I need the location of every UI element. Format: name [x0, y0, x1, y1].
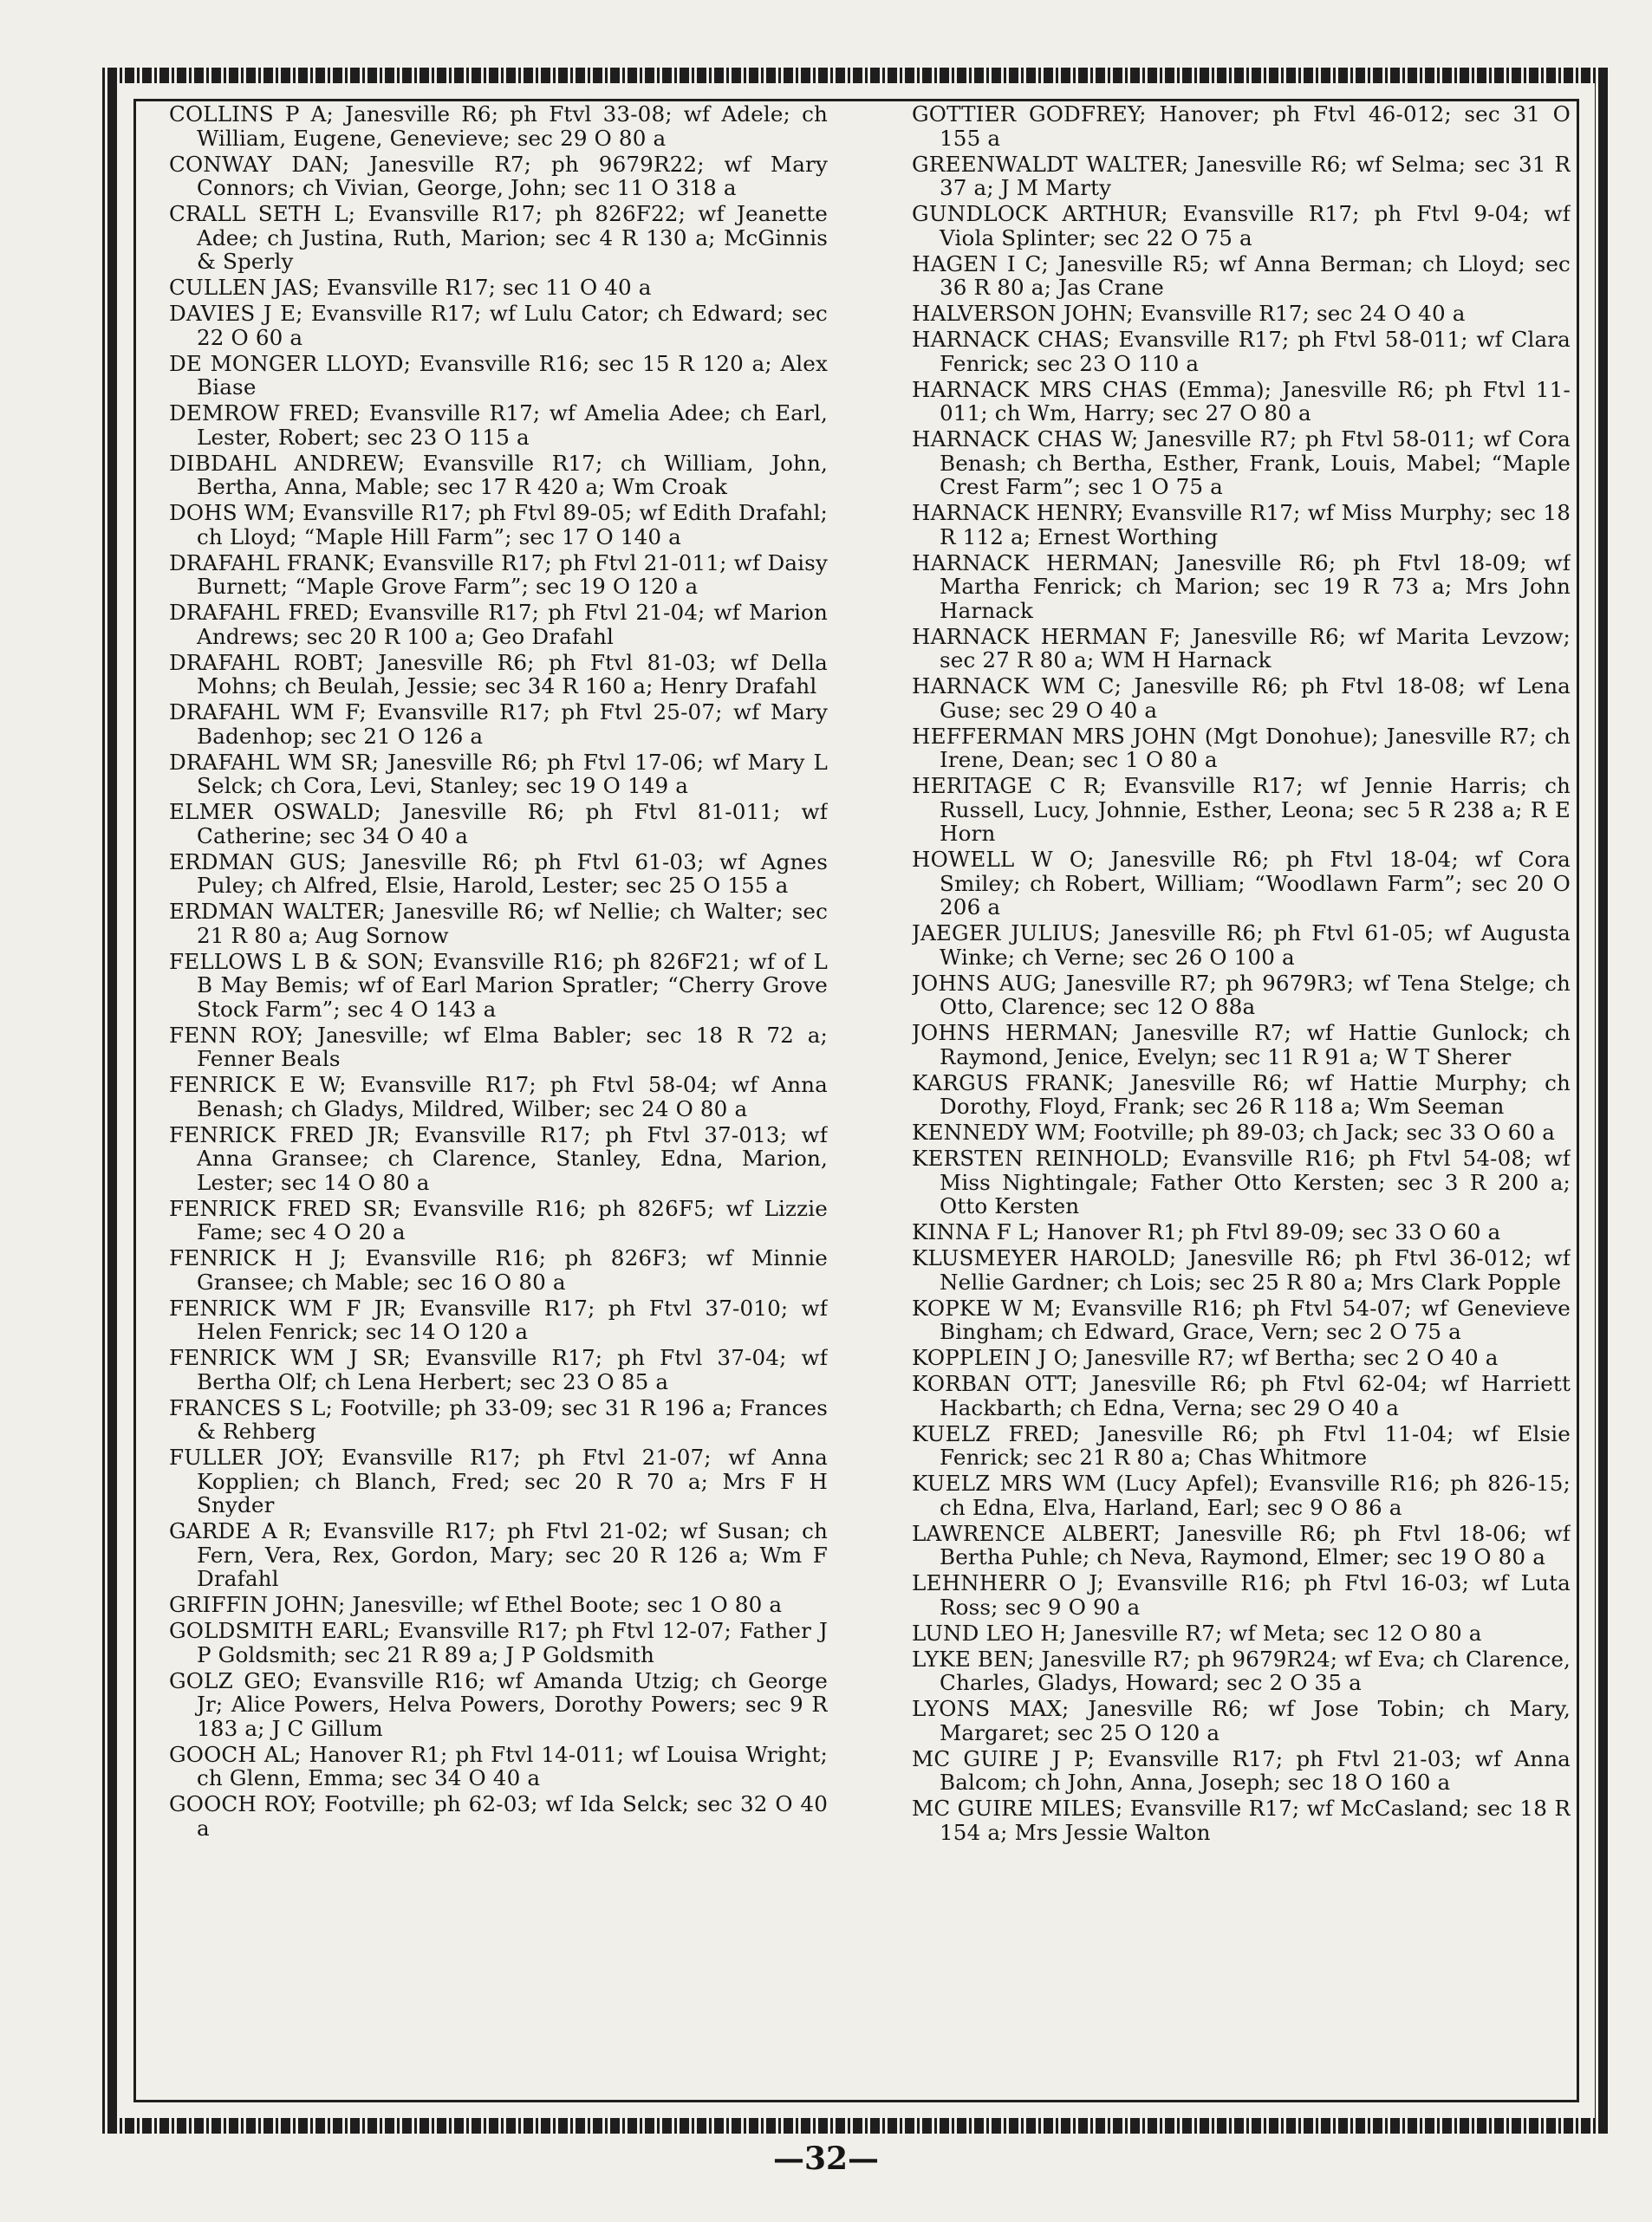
directory-entry: KERSTEN REINHOLD; Evansville R16; ph Ftvl 54-08; wf Miss Nightingale; Father Otto Kersten; sec 3 R 200 a; Otto Kersten — [912, 1146, 1571, 1218]
directory-entry: JOHNS HERMAN; Janesville R7; wf Hattie Gunlock; ch Raymond, Jenice, Evelyn; sec 11 R 91 a; W T Sherer — [912, 1020, 1571, 1069]
directory-entry: DRAFAHL WM F; Evansville R17; ph Ftvl 25-07; wf Mary Badenhop; sec 21 O 126 a — [169, 699, 828, 749]
directory-entry: KUELZ FRED; Janesville R6; ph Ftvl 11-04; wf Elsie Fenrick; sec 21 R 80 a; Chas Whitmore — [912, 1420, 1571, 1470]
directory-entry: HARNACK HERMAN F; Janesville R6; wf Marita Levzow; sec 27 R 80 a; WM H Harnack — [912, 623, 1571, 672]
directory-entry: FENRICK FRED JR; Evansville R17; ph Ftvl 37-013; wf Anna Gransee; ch Clarence, Stanley, Edna, Marion, Lester; sec 14 O 80 a — [169, 1121, 828, 1195]
directory-entry: DEMROW FRED; Evansville R17; wf Amelia Adee; ch Earl, Lester, Robert; sec 23 O 115 a — [169, 400, 828, 450]
directory-entry: FENRICK WM J SR; Evansville R17; ph Ftvl 37-04; wf Bertha Olf; ch Lena Herbert; sec 23 O 85 a — [169, 1345, 828, 1394]
directory-entry: HOWELL W O; Janesville R6; ph Ftvl 18-04; wf Cora Smiley; ch Robert, William; “Woodlawn Farm”; sec 20 O 206 a — [912, 847, 1571, 919]
directory-entry: DRAFAHL WM SR; Janesville R6; ph Ftvl 17-06; wf Mary L Selck; ch Cora, Levi, Stanley; sec 19 O 149 a — [169, 749, 828, 798]
directory-entry: DAVIES J E; Evansville R17; wf Lulu Cator; ch Edward; sec 22 O 60 a — [169, 301, 828, 350]
directory-entry: FENRICK FRED SR; Evansville R16; ph 826F5; wf Lizzie Fame; sec 4 O 20 a — [169, 1195, 828, 1244]
directory-column-left — [169, 102, 828, 2069]
directory-entry: HARNACK WM C; Janesville R6; ph Ftvl 18-08; wf Lena Guse; sec 29 O 40 a — [912, 673, 1571, 723]
directory-entry: GUNDLOCK ARTHUR; Evansville R17; ph Ftvl 9-04; wf Viola Splinter; sec 22 O 75 a — [912, 201, 1571, 250]
directory-entry: HERITAGE C R; Evansville R17; wf Jennie Harris; ch Russell, Lucy, Johnnie, Esther, Leona; sec 5 R 238 a; R E Horn — [912, 773, 1571, 846]
directory-entry: CULLEN JAS; Evansville R17; sec 11 O 40 a — [169, 275, 652, 300]
directory-entry: GREENWALDT WALTER; Janesville R6; wf Selma; sec 31 R 37 a; J M Marty — [912, 151, 1571, 200]
directory-entry: DRAFAHL ROBT; Janesville R6; ph Ftvl 81-03; wf Della Mohns; ch Beulah, Jessie; sec 34 R 160 a; Henry Drafahl — [169, 649, 828, 698]
directory-entry: KOPPLEIN J O; Janesville R7; wf Bertha; sec 2 O 40 a — [912, 1345, 1499, 1370]
directory-entry: LYKE BEN; Janesville R7; ph 9679R24; wf Eva; ch Clarence, Charles, Gladys, Howard; sec 2 O 35 a — [912, 1646, 1571, 1695]
directory-entry: KORBAN OTT; Janesville R6; ph Ftvl 62-04; wf Harriett Hackbarth; ch Edna, Verna; sec 29 O 40 a — [912, 1371, 1571, 1420]
directory-entry: KENNEDY WM; Footville; ph 89-03; ch Jack; sec 33 O 60 a — [912, 1120, 1556, 1145]
directory-entry: GOOCH ROY; Footville; ph 62-03; wf Ida Selck; sec 32 O 40 a — [169, 1791, 828, 1841]
directory-entry: KOPKE W M; Evansville R16; ph Ftvl 54-07; wf Genevieve Bingham; ch Edward, Grace, Vern; sec 2 O 75 a — [912, 1295, 1571, 1344]
directory-entry: HEFFERMAN MRS JOHN (Mgt Donohue); Janesville R7; ch Irene, Dean; sec 1 O 80 a — [912, 723, 1571, 772]
directory-column-right — [912, 102, 1571, 2069]
directory-entry: FENRICK H J; Evansville R16; ph 826F3; wf Minnie Gransee; ch Mable; sec 16 O 80 a — [169, 1245, 828, 1295]
directory-entry: KLUSMEYER HAROLD; Janesville R6; ph Ftvl 36-012; wf Nellie Gardner; ch Lois; sec 25 R 80 a; Mrs Clark Popple — [912, 1245, 1571, 1295]
directory-entry: FENRICK WM F JR; Evansville R17; ph Ftvl 37-010; wf Helen Fenrick; sec 14 O 120 a — [169, 1295, 828, 1344]
directory-entry: GRIFFIN JOHN; Janesville; wf Ethel Boote; sec 1 O 80 a — [169, 1592, 783, 1617]
directory-entry: JAEGER JULIUS; Janesville R6; ph Ftvl 61-05; wf Augusta Winke; ch Verne; sec 26 O 100 a — [912, 920, 1571, 970]
directory-entry: HAGEN I C; Janesville R5; wf Anna Berman; ch Lloyd; sec 36 R 80 a; Jas Crane — [912, 250, 1571, 300]
directory-entry: LAWRENCE ALBERT; Janesville R6; ph Ftvl 18-06; wf Bertha Puhle; ch Neva, Raymond, Elmer; sec 19 O 80 a — [912, 1520, 1571, 1569]
directory-entry: GOOCH AL; Hanover R1; ph Ftvl 14-011; wf Louisa Wright; ch Glenn, Emma; sec 34 O 40 a — [169, 1741, 828, 1790]
directory-entry: ERDMAN GUS; Janesville R6; ph Ftvl 61-03; wf Agnes Puley; ch Alfred, Elsie, Harold, Lester; sec 25 O 155 a — [169, 848, 828, 898]
directory-entry: DIBDAHL ANDREW; Evansville R17; ch William, John, Bertha, Anna, Mable; sec 17 R 420 a; Wm Croak — [169, 450, 828, 499]
directory-entry: FENRICK E W; Evansville R17; ph Ftvl 58-04; wf Anna Benash; ch Gladys, Mildred, Wilber; sec 24 O 80 a — [169, 1072, 828, 1121]
directory-entry: HARNACK CHAS W; Janesville R7; ph Ftvl 58-011; wf Cora Benash; ch Bertha, Esther, Frank, Louis, Mabel; “Maple Crest Farm”; sec 1 O 75 a — [912, 426, 1571, 499]
directory-entry: HARNACK MRS CHAS (Emma); Janesville R6; ph Ftvl 11-011; ch Wm, Harry; sec 27 O 80 a — [912, 376, 1571, 426]
directory-entry: HARNACK HENRY; Evansville R17; wf Miss Murphy; sec 18 R 112 a; Ernest Worthing — [912, 500, 1571, 549]
directory-entry: FENN ROY; Janesville; wf Elma Babler; sec 18 R 72 a; Fenner Beals — [169, 1022, 828, 1071]
directory-entry: FULLER JOY; Evansville R17; ph Ftvl 21-07; wf Anna Kopplien; ch Blanch, Fred; sec 20 R 70 a; Mrs F H Snyder — [169, 1445, 828, 1517]
directory-entry: GARDE A R; Evansville R17; ph Ftvl 21-02; wf Susan; ch Fern, Vera, Rex, Gordon, Mary; sec 20 R 126 a; Wm F Drafahl — [169, 1518, 828, 1591]
directory-entry: HARNACK CHAS; Evansville R17; ph Ftvl 58-011; wf Clara Fenrick; sec 23 O 110 a — [912, 327, 1571, 376]
directory-entry: HALVERSON JOHN; Evansville R17; sec 24 O 40 a — [912, 301, 1466, 326]
directory-entry: FRANCES S L; Footville; ph 33-09; sec 31 R 196 a; Frances & Rehberg — [169, 1394, 828, 1444]
directory-entry: KARGUS FRANK; Janesville R6; wf Hattie Murphy; ch Dorothy, Floyd, Frank; sec 26 R 118 a; Wm Seeman — [912, 1069, 1571, 1119]
directory-entry: FELLOWS L B & SON; Evansville R16; ph 826F21; wf of L B May Bemis; wf of Earl Marion Spratler; “Cherry Grove Stock Farm”; sec 4 O 143 a — [169, 948, 828, 1022]
directory-entry: GOLDSMITH EARL; Evansville R17; ph Ftvl 12-07; Father J P Goldsmith; sec 21 R 89 a; J P Goldsmith — [169, 1618, 828, 1667]
directory-entry: MC GUIRE J P; Evansville R17; ph Ftvl 21-03; wf Anna Balcom; ch John, Anna, Joseph; sec 18 O 160 a — [912, 1745, 1571, 1795]
directory-entry: MC GUIRE MILES; Evansville R17; wf McCasland; sec 18 R 154 a; Mrs Jessie Walton — [912, 1796, 1571, 1845]
directory-entry: JOHNS AUG; Janesville R7; ph 9679R3; wf Tena Stelge; ch Otto, Clarence; sec 12 O 88a — [912, 970, 1571, 1019]
directory-entry: GOLZ GEO; Evansville R16; wf Amanda Utzig; ch George Jr; Alice Powers, Helva Powers, Dorothy Powers; sec 9 R 183 a; J C Gillum — [169, 1667, 828, 1741]
directory-entry: GOTTIER GODFREY; Hanover; ph Ftvl 46-012; sec 31 O 155 a — [912, 102, 1571, 151]
directory-entry: DRAFAHL FRANK; Evansville R17; ph Ftvl 21-011; wf Daisy Burnett; “Maple Grove Farm”; sec 19 O 120 a — [169, 549, 828, 599]
directory-entry: LYONS MAX; Janesville R6; wf Jose Tobin; ch Mary, Margaret; sec 25 O 120 a — [912, 1696, 1571, 1745]
directory-entry: COLLINS P A; Janesville R6; ph Ftvl 33-08; wf Adele; ch William, Eugene, Genevieve; sec 29 O 80 a — [169, 102, 828, 151]
directory-entry: LEHNHERR O J; Evansville R16; ph Ftvl 16-03; wf Luta Ross; sec 9 O 90 a — [912, 1570, 1571, 1620]
directory-entry: HARNACK HERMAN; Janesville R6; ph Ftvl 18-09; wf Martha Fenrick; ch Marion; sec 19 R 73 a; Mrs John Harnack — [912, 549, 1571, 623]
directory-entry: ELMER OSWALD; Janesville R6; ph Ftvl 81-011; wf Catherine; sec 34 O 40 a — [169, 799, 828, 848]
directory-entry: LUND LEO H; Janesville R7; wf Meta; sec 12 O 80 a — [912, 1620, 1482, 1646]
directory-entry: CONWAY DAN; Janesville R7; ph 9679R22; wf Mary Connors; ch Vivian, George, John; sec 11 O 318 a — [169, 151, 828, 200]
directory-entry: DRAFAHL FRED; Evansville R17; ph Ftvl 21-04; wf Marion Andrews; sec 20 R 100 a; Geo Drafahl — [169, 600, 828, 649]
directory-entry: CRALL SETH L; Evansville R17; ph 826F22; wf Jeanette Adee; ch Justina, Ruth, Marion; sec 4 R 130 a; McGinnis & Sperly — [169, 201, 828, 274]
directory-entry: DE MONGER LLOYD; Evansville R16; sec 15 R 120 a; Alex Biase — [169, 350, 828, 400]
directory-entry: ERDMAN WALTER; Janesville R6; wf Nellie; ch Walter; sec 21 R 80 a; Aug Sornow — [169, 899, 828, 948]
directory-entry: KUELZ MRS WM (Lucy Apfel); Evansville R16; ph 826-15; ch Edna, Elva, Harland, Earl; sec 9 O 86 a — [912, 1471, 1571, 1520]
directory-entry: KINNA F L; Hanover R1; ph Ftvl 89-09; sec 33 O 60 a — [912, 1219, 1501, 1244]
page-number: —32— — [772, 2141, 880, 2177]
directory-entry: DOHS WM; Evansville R17; ph Ftvl 89-05; wf Edith Drafahl; ch Lloyd; “Maple Hill Farm”; sec 17 O 140 a — [169, 500, 828, 549]
